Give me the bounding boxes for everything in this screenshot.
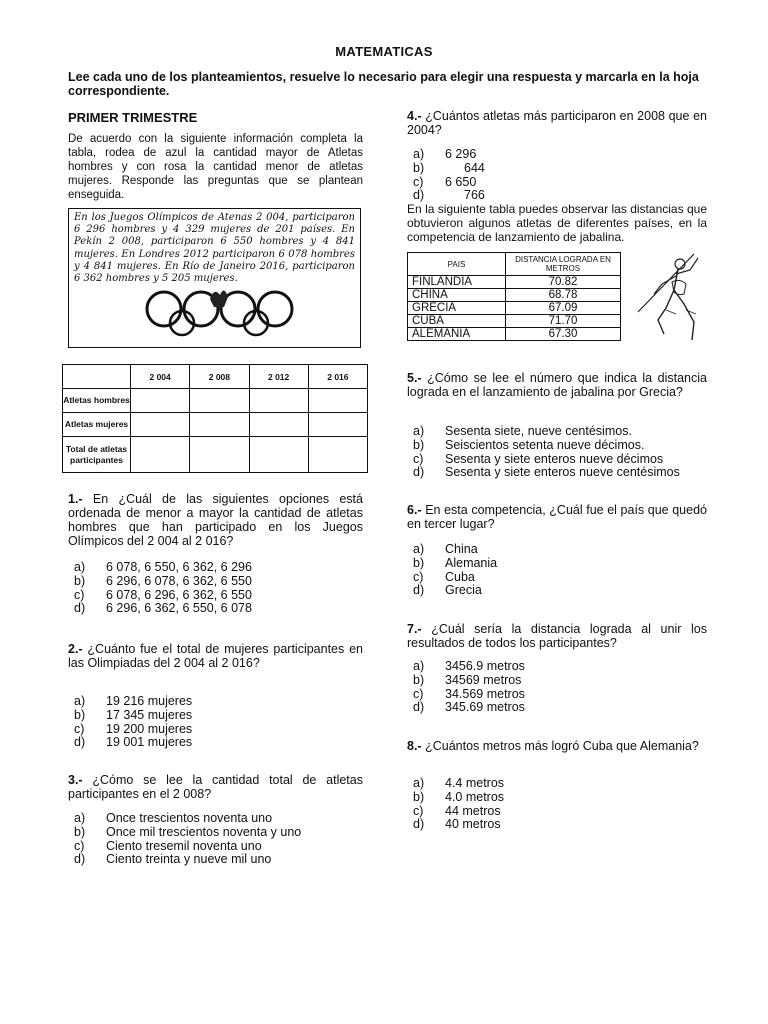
table-input-cell[interactable] — [131, 413, 190, 437]
answer-option[interactable]: c) 19 200 mujeres — [74, 721, 193, 736]
answer-option[interactable]: c) Ciento tresemil noventa uno — [74, 838, 262, 853]
table-row: ALEMANIA 67.30 — [408, 328, 621, 341]
question-number: 4.- — [407, 109, 422, 123]
answer-option[interactable]: c) Cuba — [413, 569, 475, 584]
answer-option[interactable]: c) 6 078, 6 296, 6 362, 6 550 — [74, 587, 252, 602]
table-intro: En la siguiente tabla puedes observar las distancias que obtuvieron algunos atletas de diferentes países, en la competencia de lanzamiento de jabalina. — [407, 202, 707, 244]
olympics-info-text: En los Juegos Olímpicos de Atenas 2 004, participaron 6 296 hombres y 4 329 mujeres de 201 países. En Pekín 2 008, participaron 6 550 hombres y 4 841 mujeres. En Londres 2012 participaron 6 078 hombres y 4 841 mujeres. En Río de Janeiro 2016, participaron 6 362 hombres y 5 205 mujeres. — [74, 212, 355, 285]
row-label: Total de atletas participantes — [63, 437, 131, 473]
table-header-row — [63, 365, 368, 389]
answer-option[interactable]: a) 4.4 metros — [413, 776, 505, 790]
question-7 — [407, 622, 707, 650]
answer-option[interactable]: b) 17 345 mujeres — [74, 707, 193, 722]
table-input-cell[interactable] — [249, 389, 308, 413]
table-input-cell[interactable] — [131, 389, 190, 413]
section-title: PRIMER TRIMESTRE — [68, 110, 198, 125]
question-1-options — [74, 561, 364, 616]
table-corner-cell — [63, 365, 131, 389]
javelin-thrower-icon — [636, 248, 722, 344]
table-row: CHINA 68.78 — [408, 289, 621, 302]
table-input-cell[interactable] — [308, 413, 367, 437]
answer-option[interactable]: c) 34.569 metros — [413, 686, 525, 701]
row-label: Atletas mujeres — [63, 413, 131, 437]
question-number: 3.- — [68, 773, 83, 787]
question-text: ¿Cuál sería la distancia lograda al unir los resultados de todos los participantes? — [407, 622, 707, 650]
answer-option[interactable]: b) Seiscientos setenta nueve décimos. — [413, 437, 645, 452]
table-input-cell[interactable] — [190, 389, 249, 413]
page-title: MATEMATICAS — [335, 44, 433, 59]
intro-paragraph: De acuerdo con la siguiente información completa la tabla, rodea de azul la cantidad mayor de Atletas hombres y con rosa la cantidad menor de atletas mujeres. Responde las preguntas que se plantean enseguida. — [68, 133, 363, 201]
question-number: 1.- — [68, 492, 83, 506]
answer-option[interactable]: a) 6 078, 6 550, 6 362, 6 296 — [74, 560, 252, 574]
year-header: 2 012 — [249, 365, 308, 389]
question-number: 2.- — [68, 642, 83, 656]
answer-option[interactable]: b) 6 296, 6 078, 6 362, 6 550 — [74, 573, 252, 588]
answer-option[interactable]: a) 19 216 mujeres — [74, 694, 193, 708]
olympic-rings-logo — [144, 287, 294, 337]
question-text: ¿Cómo se lee la cantidad total de atletas participantes en el 2 008? — [68, 773, 363, 801]
year-header: 2 008 — [190, 365, 249, 389]
table-row: GRECIA 67.09 — [408, 302, 621, 315]
question-2 — [68, 642, 363, 670]
question-number: 8.- — [407, 739, 422, 753]
table-row: CUBA 71.70 — [408, 315, 621, 328]
question-number: 6.- — [407, 503, 422, 517]
answer-option[interactable]: d) Grecia — [413, 583, 482, 598]
year-header: 2 016 — [308, 365, 367, 389]
question-1 — [68, 492, 363, 548]
question-4-options — [413, 148, 613, 203]
question-text: ¿Cuántos metros más logró Cuba que Alemania? — [425, 739, 699, 753]
answer-option[interactable]: d) Ciento treinta y nueve mil uno — [74, 852, 272, 867]
question-number: 5.- — [407, 371, 422, 385]
answer-option[interactable]: b) Alemania — [413, 555, 498, 570]
question-5 — [407, 371, 707, 399]
question-text: ¿Cuántos atletas más participaron en 2008 que en 2004? — [407, 109, 707, 137]
table-input-cell[interactable] — [249, 437, 308, 473]
table-row: FINLANDIA 70.82 — [408, 276, 621, 289]
table-row — [63, 437, 368, 473]
answer-option[interactable]: d) 40 metros — [413, 817, 501, 832]
question-8-options — [413, 777, 613, 832]
question-3-options — [74, 812, 364, 867]
question-6 — [407, 503, 707, 531]
answer-option[interactable]: c) Sesenta y siete enteros nueve décimos — [413, 451, 664, 466]
question-text: ¿Cómo se lee el número que indica la distancia lograda en el lanzamiento de jabalina por Grecia? — [407, 371, 707, 399]
question-2-options — [74, 695, 364, 750]
table-input-cell[interactable] — [131, 437, 190, 473]
answer-option[interactable]: a) Sesenta siete, nueve centésimos. — [413, 424, 632, 438]
question-5-options — [413, 425, 713, 480]
answer-option[interactable]: c) 6 650 — [413, 174, 477, 189]
table-input-cell[interactable] — [249, 413, 308, 437]
answer-option[interactable]: b) 644 — [413, 160, 485, 175]
table-input-cell[interactable] — [190, 437, 249, 473]
distance-table — [407, 252, 621, 341]
question-text: En esta competencia, ¿Cuál fue el país que quedó en tercer lugar? — [407, 503, 707, 531]
question-number: 7.- — [407, 622, 422, 636]
instructions: Lee cada uno de los planteamientos, resuelve lo necesario para elegir una respuesta y marcarla en la hoja correspondiente. — [68, 70, 699, 98]
table-row — [63, 389, 368, 413]
answer-option[interactable]: a) Once trescientos noventa uno — [74, 811, 273, 825]
table-header-row — [408, 253, 621, 276]
table-input-cell[interactable] — [190, 413, 249, 437]
answer-option[interactable]: b) 34569 metros — [413, 672, 522, 687]
question-7-options — [413, 660, 613, 715]
answer-option[interactable]: d) 345.69 metros — [413, 700, 525, 715]
year-header: 2 004 — [131, 365, 190, 389]
table-input-cell[interactable] — [308, 437, 367, 473]
header-distance: DISTANCIA LOGRADA EN METROS — [506, 253, 621, 276]
question-4 — [407, 109, 707, 137]
olympics-info-box — [68, 208, 361, 348]
question-3 — [68, 773, 363, 801]
answer-option[interactable]: b) 4.0 metros — [413, 789, 505, 804]
athlete-table — [62, 364, 368, 473]
table-input-cell[interactable] — [308, 389, 367, 413]
answer-option[interactable]: a) 6 296 — [413, 147, 477, 161]
answer-option[interactable]: d) Sesenta y siete enteros nueve centésimos — [413, 465, 680, 480]
question-text: En ¿Cuál de las siguientes opciones está ordenada de menor a mayor la cantidad de atletas hombres que han participado en los Juegos Olímpicos del 2 004 al 2 016? — [68, 492, 363, 548]
answer-option[interactable]: d) 19 001 mujeres — [74, 735, 193, 750]
header-country: PAIS — [408, 253, 506, 276]
answer-option[interactable]: d) 766 — [413, 188, 485, 203]
question-8 — [407, 739, 707, 753]
question-text: ¿Cuánto fue el total de mujeres participantes en las Olimpiadas del 2 004 al 2 016? — [68, 642, 363, 670]
answer-option[interactable]: a) 3456.9 metros — [413, 659, 525, 673]
question-6-options — [413, 543, 613, 598]
row-label: Atletas hombres — [63, 389, 131, 413]
answer-option[interactable]: b) Once mil trescientos noventa y uno — [74, 824, 302, 839]
answer-option[interactable]: c) 44 metros — [413, 803, 501, 818]
answer-option[interactable]: d) 6 296, 6 362, 6 550, 6 078 — [74, 601, 252, 616]
table-row — [63, 413, 368, 437]
answer-option[interactable]: a) China — [413, 542, 478, 556]
